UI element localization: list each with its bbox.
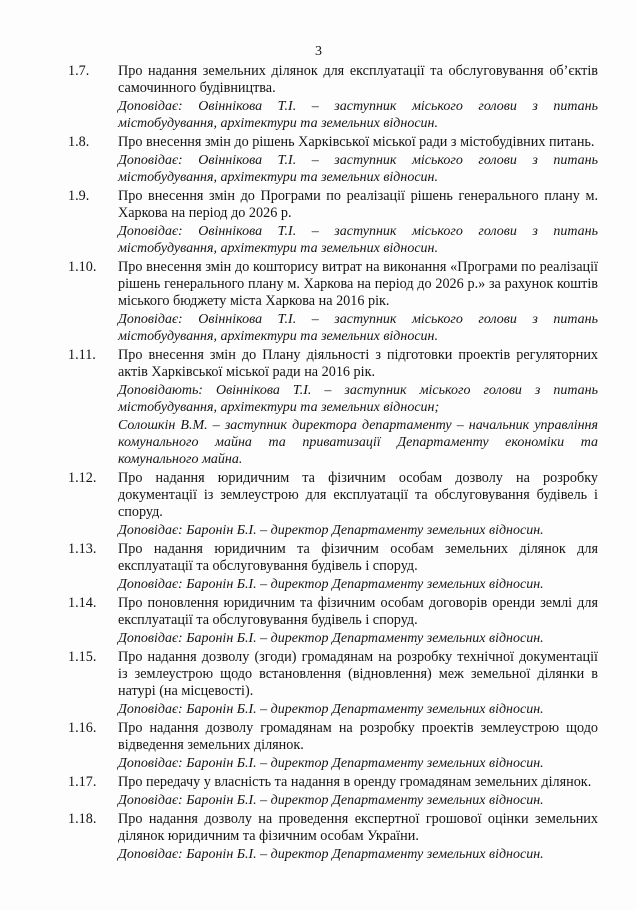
item-title: Про надання дозволу (згоди) громадянам на розробку технічної документації із землеустрою щодо встановлення (відновлення) меж земельної ділянки в натурі (на місцевості). — [118, 649, 598, 699]
item-title: Про надання юридичним та фізичним особам дозволу на розробку документації із землеустрою для експлуатації та обслуговування будівель і споруд. — [118, 470, 598, 520]
item-reporter: Доповідає: Баронін Б.І. – директор Департаменту земельних відносин. — [118, 631, 544, 646]
item-title: Про надання земельних ділянок для експлуатації та обслуговування об’єктів самочинного будівництва. — [118, 63, 598, 96]
item-number: 1.8. — [68, 134, 90, 150]
agenda-item — [68, 774, 598, 809]
item-content — [118, 720, 598, 772]
item-title: Про внесення змін до кошторису витрат на виконання «Програми по реалізації рішень генерального плану м. Харкова на період до 2026 р.» за рахунок коштів міського бюджету міста Харкова на 2016 рік. — [118, 259, 598, 309]
item-number: 1.14. — [68, 595, 97, 611]
item-reporter: Доповідає: Баронін Б.І. – директор Департаменту земельних відносин. — [118, 793, 544, 808]
item-title: Про внесення змін до Плану діяльності з підготовки проектів регуляторних актів Харківської міської ради на 2016 рік. — [118, 347, 598, 380]
item-title: Про передачу у власність та надання в оренду громадянам земельних ділянок. — [118, 774, 592, 790]
item-reporter: Доповідає: Овіннікова Т.І. – заступник міського голови з питань містобудування, архітектури та земельних відносин. — [118, 224, 598, 256]
item-number: 1.13. — [68, 541, 97, 557]
agenda-item — [68, 811, 598, 863]
item-reporter: Доповідає: Баронін Б.І. – директор Департаменту земельних відносин. — [118, 756, 544, 771]
item-number: 1.9. — [68, 188, 90, 204]
item-content — [118, 188, 598, 257]
item-content — [118, 595, 598, 647]
agenda-item — [68, 470, 598, 539]
item-content — [118, 134, 598, 186]
item-reporter: Солошкін В.М. – заступник директора департаменту – начальник управління комунального майна та приватизації Департаменту економіки та комунального майна. — [118, 418, 598, 467]
agenda-list — [68, 63, 598, 865]
item-number: 1.15. — [68, 649, 97, 665]
item-number: 1.12. — [68, 470, 97, 486]
item-content — [118, 470, 598, 539]
item-content — [118, 774, 598, 809]
item-content — [118, 811, 598, 863]
item-number: 1.11. — [68, 347, 96, 363]
item-number: 1.17. — [68, 774, 97, 790]
item-reporter: Доповідає: Овіннікова Т.І. – заступник міського голови з питань містобудування, архітектури та земельних відносин. — [118, 153, 598, 185]
agenda-item — [68, 649, 598, 718]
agenda-item — [68, 259, 598, 345]
item-number: 1.10. — [68, 259, 97, 275]
item-number: 1.16. — [68, 720, 97, 736]
item-reporter: Доповідає: Баронін Б.І. – директор Департаменту земельних відносин. — [118, 702, 544, 717]
item-reporter: Доповідає: Баронін Б.І. – директор Департаменту земельних відносин. — [118, 847, 544, 862]
agenda-item — [68, 63, 598, 132]
agenda-item — [68, 720, 598, 772]
item-title: Про внесення змін до рішень Харківської міської ради з містобудівних питань. — [118, 134, 595, 150]
item-reporter: Доповідають: Овіннікова Т.І. – заступник міського голови з питань містобудування, архітектури та земельних відносин; — [118, 383, 598, 415]
agenda-item — [68, 347, 598, 468]
item-number: 1.7. — [68, 63, 90, 79]
item-content — [118, 347, 598, 468]
item-title: Про надання дозволу на проведення експертної грошової оцінки земельних ділянок юридичним та фізичним особам України. — [118, 811, 598, 844]
item-title: Про надання юридичним та фізичним особам земельних ділянок для експлуатації та обслуговування будівель і споруд. — [118, 541, 598, 574]
agenda-item — [68, 134, 598, 186]
item-reporter: Доповідає: Овіннікова Т.І. – заступник міського голови з питань містобудування, архітектури та земельних відносин. — [118, 312, 598, 344]
item-reporter: Доповідає: Баронін Б.І. – директор Департаменту земельних відносин. — [118, 523, 544, 538]
item-content — [118, 541, 598, 593]
item-reporter: Доповідає: Баронін Б.І. – директор Департаменту земельних відносин. — [118, 577, 544, 592]
item-reporter: Доповідає: Овіннікова Т.І. – заступник міського голови з питань містобудування, архітектури та земельних відносин. — [118, 99, 598, 131]
item-title: Про поновлення юридичним та фізичним особам договорів оренди землі для експлуатації та обслуговування будівель і споруд. — [118, 595, 598, 628]
item-content — [118, 649, 598, 718]
item-title: Про надання дозволу громадянам на розробку проектів землеустрою щодо відведення земельних ділянок. — [118, 720, 598, 753]
item-title: Про внесення змін до Програми по реалізації рішень генерального плану м. Харкова на період до 2026 р. — [118, 188, 598, 221]
page-number: 3 — [315, 44, 322, 59]
item-content — [118, 63, 598, 132]
agenda-item — [68, 188, 598, 257]
item-content — [118, 259, 598, 345]
agenda-item — [68, 595, 598, 647]
item-number: 1.18. — [68, 811, 97, 827]
agenda-item — [68, 541, 598, 593]
